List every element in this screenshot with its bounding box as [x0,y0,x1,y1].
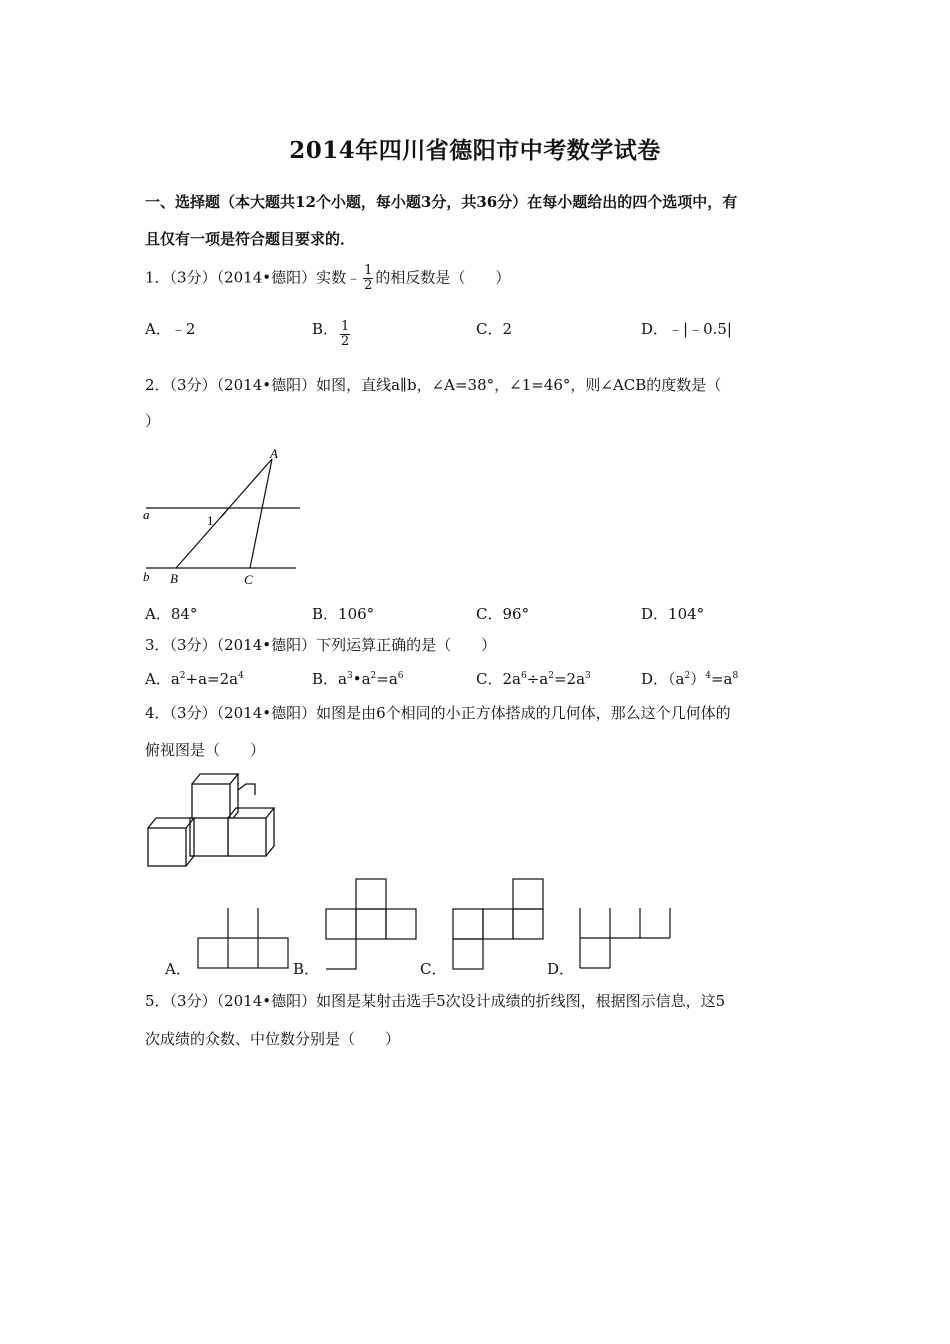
q3-c-t2: ÷a [526,670,549,688]
parallel-lines-figure [140,445,310,590]
q3-a-e2: 4 [238,671,244,681]
label-point-c: C [244,572,253,587]
q3-b-e3: 6 [397,671,404,681]
label-point-a: A [270,446,278,461]
q1-fraction [363,264,373,293]
q3-b-t1: a [338,670,347,688]
q3-option-d [641,668,738,689]
q2-option-b: B．106° [312,605,375,623]
q4-option-b-view [324,877,418,971]
q1-prefix: 1．（3分）（2014•德阳）实数﹣ [145,268,362,287]
q3-b-e2: 2 [370,671,377,681]
question-3: 3．（3分）（2014•德阳）下列运算正确的是（ ） [145,636,497,654]
q4-option-b-label: B． [293,960,320,978]
label-line-b: b [143,569,150,584]
question-2-line1: 2．（3分）（2014•德阳）如图，直线a∥b，∠A=38°，∠1=46°，则∠ACB的度数是（ [145,376,722,394]
label-point-b: B [170,571,178,586]
q2-option-d: D．104° [641,605,705,623]
q1-option-c: C．2 [476,320,513,338]
q1-option-d: D．﹣|﹣0.5| [641,320,732,338]
q3-c-e1: 6 [520,671,527,681]
q1-suffix: 的相反数是（ ） [375,268,511,287]
q1-b-num: 1 [341,319,350,334]
section-heading-line1: 一、选择题（本大题共12个小题，每小题3分，共36分）在每小题给出的四个选项中，有 [145,193,738,211]
q4-option-c-label: C． [420,960,447,978]
q1-frac-den: 2 [364,278,373,293]
q3-d-e1: 2 [684,671,691,681]
q1-option-b-fraction [340,320,350,349]
q3-d-t2: ） [690,670,706,688]
question-5-line1: 5．（3分）（2014•德阳）如图是某射击选手5次设计成绩的折线图，根据图示信息，这5 [145,992,726,1010]
q3-option-c [476,668,591,689]
q3-d-t1: （a [668,670,685,688]
q2-option-c: C．96° [476,605,530,623]
label-line-a: a [143,507,150,522]
question-4-line1: 4．（3分）（2014•德阳）如图是由6个相同的小正方体搭成的几何体，那么这个几何体的 [145,704,731,722]
q1-frac-num: 1 [364,263,373,278]
q3-c-t1: 2a [502,670,521,688]
q2-option-a: A．84° [145,605,198,623]
q3-a-label: A． [145,670,171,688]
q4-option-d-view [578,908,672,970]
question-4-line2: 俯视图是（ ） [145,741,266,759]
q4-option-c-view [451,877,545,971]
q3-a-e1: 2 [179,671,186,681]
q3-option-b [312,668,404,689]
q3-d-e3: 8 [732,671,739,681]
q3-a-t2: +a=2a [185,670,239,688]
q3-d-t3: =a [710,670,733,688]
q1-option-b [312,318,352,349]
section-heading-line2: 且仅有一项是符合题目要求的． [145,230,356,248]
q1-b-den: 2 [341,334,350,349]
q3-b-label: B． [312,670,339,688]
label-angle-1: 1 [207,513,214,528]
q3-b-t3: =a [376,670,398,688]
q3-c-e3: 3 [585,671,591,681]
q1-option-a: A．﹣2 [145,320,196,338]
q1-option-b-label: B． [312,320,339,338]
q3-c-e2: 2 [548,671,554,681]
q3-b-e1: 3 [346,671,353,681]
q3-d-label: D． [641,670,669,688]
segment-ca [250,459,272,568]
q3-b-t2: •a [352,670,371,688]
page-title: 2014年四川省德阳市中考数学试卷 [289,137,661,164]
q3-a-t1: a [170,670,180,688]
q3-c-t3: =2a [553,670,586,688]
q3-d-e2: 4 [705,671,711,681]
q4-option-a-view [196,908,290,970]
q4-option-d-label: D． [547,960,575,978]
question-2-line2: ） [145,412,161,430]
cube-solid-figure [140,770,280,870]
q4-option-a-label: A． [165,960,191,978]
question-1 [145,264,510,293]
question-5-line2: 次成绩的众数、中位数分别是（ ） [145,1030,401,1048]
q3-c-label: C． [476,670,503,688]
q3-option-a [145,668,244,689]
